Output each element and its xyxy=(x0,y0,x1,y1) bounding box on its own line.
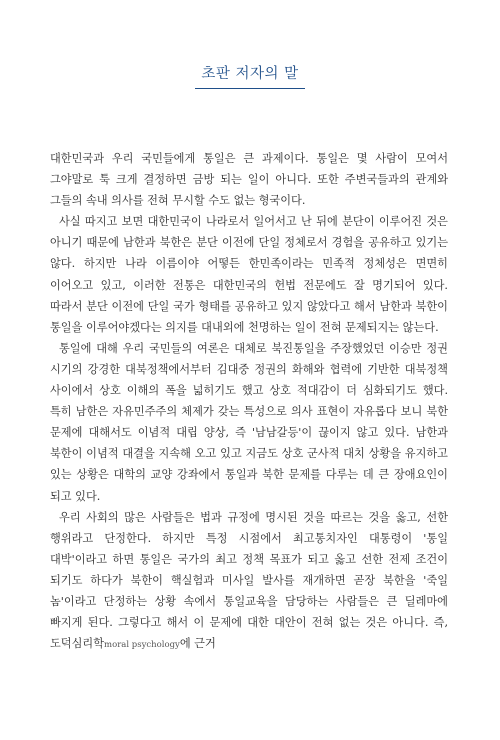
paragraph-1: 대한민국과 우리 국민들에게 통일은 큰 과제이다. 통일은 몇 사람이 모여서 그야말로 툭 크게 결정하면 금방 되는 일이 아니다. 또한 주변국들과의 관계와 그들의 속내 의사를 전혀 무시할 수도 없는 형국이다. xyxy=(50,152,448,208)
page-title: 초판 저자의 말 xyxy=(195,62,304,89)
paragraph-3: 통일에 대해 우리 국민들의 여론은 대체로 북진통일을 주장했었던 이승만 정권 시기의 강경한 대북정책에서부터 김대중 정권의 화해와 협력에 기반한 대북정책 사이에서 상호 이해의 폭을 넓히기도 했고 상호 적대감이 더 심화되기도 했다. 특히 남한은 자유민주주의 체제가 갖는 특성으로 의사 표현이 자유롭다 보니 북한 문제에 대해서도 이념적 대립 양상, 즉 '남남갈등'이 끊이지 않고 있다. 남한과 북한이 이념적 대결을 지속해 오고 있고 지금도 상호 군사적 대치 상황을 유지하고 있는 상황은 대학의 교양 강좌에서 통일과 북한 문제를 다루는 데 큰 장애요인이 되고 있다. xyxy=(50,341,448,503)
paragraph-4 xyxy=(50,507,448,657)
english-term: moral psychology xyxy=(104,640,180,651)
body-text xyxy=(50,148,448,656)
paragraph-2: 사실 따지고 보면 대한민국이 나라로서 일어서고 난 뒤에 분단이 이루어진 것은 아니기 때문에 남한과 북한은 분단 이전에 단일 정체로서 경험을 공유하고 있기는 않다. 하지만 나라 이름이야 어떻든 한민족이라는 민족적 정체성은 면면히 이어오고 있고, 이러한 전통은 대한민국의 헌법 전문에도 잘 명기되어 있다. 따라서 분단 이전에 단일 국가 형태를 공유하고 있지 않았다고 해서 남한과 북한이 통일을 이루어야겠다는 의지를 대내외에 천명하는 일이 전혀 문제되지는 않는다. xyxy=(50,215,448,334)
paragraph-4-tail: 에 근거 xyxy=(179,637,216,651)
paragraph-4-text: 우리 사회의 많은 사람들은 법과 규정에 명시된 것을 따르는 것을 옳고, 선한 행위라고 단정한다. 하지만 특정 시점에서 최고통치자인 대통령이 '통일 대박'이라고 하면 통일은 국가의 최고 정책 목표가 되고 옳고 선한 전제 조건이 되기도 하다가 북한이 핵실험과 미사일 발사를 재개하면 곧장 북한을 '죽일 놈'이라고 단정하는 상황 속에서 통일교육을 담당하는 사람들은 큰 딜레마에 빠지게 된다. 그렇다고 해서 이 문제에 대한 대안이 전혀 없는 것은 아니다. 즉, 도덕심리학 xyxy=(50,510,448,651)
title-area xyxy=(0,62,500,89)
